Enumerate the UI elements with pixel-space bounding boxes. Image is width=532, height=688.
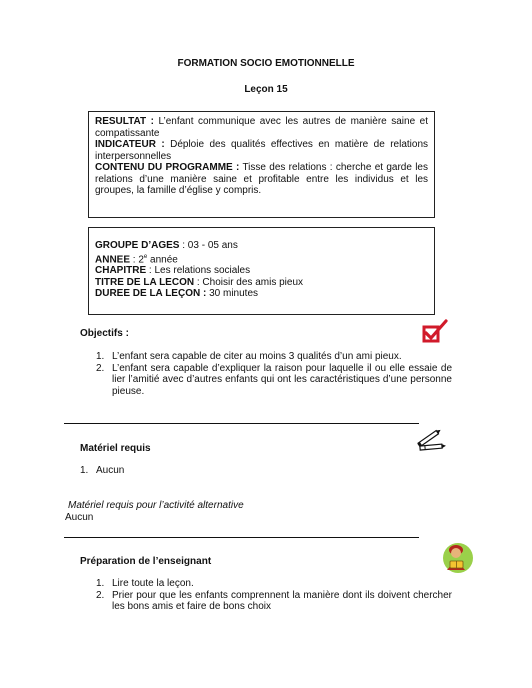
indicateur-text: Déploie des qualités effectives en matière de relations interpersonnelles	[95, 139, 429, 162]
list-item: 2. Prier pour que les enfants comprennent la manière dont ils doivent chercher les bons amis et faire de bons choix	[96, 589, 452, 612]
indicateur-label: INDICATEUR :	[95, 139, 165, 150]
materiel-list	[80, 465, 280, 477]
lesson-number: Leçon 15	[244, 84, 288, 95]
objectifs-heading: Objectifs :	[80, 328, 129, 339]
annee-suffix: année	[147, 253, 178, 265]
section-divider	[64, 423, 419, 424]
groupe-label: GROUPE D’AGES	[95, 240, 180, 251]
checkbox-check-icon	[420, 318, 450, 344]
materiel-alt-heading: Matériel requis pour l’activité alternative	[68, 500, 244, 511]
indicateur-paragraph	[95, 139, 428, 162]
resultat-paragraph	[95, 116, 428, 139]
list-item: 1. Aucun	[80, 465, 125, 476]
titre-label: TITRE DE LA LECON	[95, 276, 195, 288]
duree-label: DUREE DE LA LEÇON :	[95, 288, 207, 300]
annee-superscript: e	[143, 253, 148, 260]
outcomes-box	[88, 111, 435, 218]
lesson-info-box	[88, 227, 435, 315]
pencil-crayon-icon	[416, 427, 448, 457]
chapitre-line	[95, 265, 428, 277]
teacher-reading-icon	[438, 540, 476, 578]
resultat-label: RESULTAT :	[95, 116, 154, 127]
contenu-label: CONTENU DU PROGRAMME :	[95, 162, 240, 173]
resultat-text: L’enfant communique avec les autres de manière saine et compatissante	[95, 116, 428, 139]
list-item: 1. L’enfant sera capable de citer au moins 3 qualités d’un ami pieux.	[96, 351, 402, 362]
annee-label: ANNEE	[95, 253, 131, 265]
list-item: 1. Lire toute la leçon.	[96, 578, 194, 589]
groupe-text: : 03 - 05 ans	[179, 240, 238, 251]
preparation-list	[96, 578, 452, 613]
chapitre-text: : Les relations sociales	[146, 265, 251, 277]
document-title: FORMATION SOCIO EMOTIONNELLE	[177, 58, 355, 69]
annee-line	[95, 252, 428, 266]
chapitre-label: CHAPITRE	[95, 265, 147, 277]
contenu-paragraph	[95, 162, 428, 197]
duree-text: 30 minutes	[206, 288, 259, 300]
titre-text: : Choisir des amis pieux	[194, 276, 304, 288]
contenu-text: Tisse des relations : cherche et garde les relations d’une manière saine et profitable entre les individus et les groupes, la famille d’église y compris.	[95, 162, 428, 196]
annee-text: : 2	[130, 253, 144, 265]
duree-line	[95, 288, 428, 300]
list-item: 2. L’enfant sera capable d’expliquer la raison pour laquelle il ou elle essaie de lier l’amitié avec d’autres enfants qui ont les caractéristiques d’une personne pieuse.	[96, 362, 452, 397]
objectifs-list	[96, 351, 452, 397]
titre-line	[95, 277, 428, 289]
section-divider	[64, 537, 419, 538]
preparation-heading: Préparation de l’enseignant	[80, 556, 212, 567]
materiel-alt-value: Aucun	[65, 512, 94, 523]
materiel-heading: Matériel requis	[80, 443, 151, 454]
groupe-line	[95, 240, 428, 252]
